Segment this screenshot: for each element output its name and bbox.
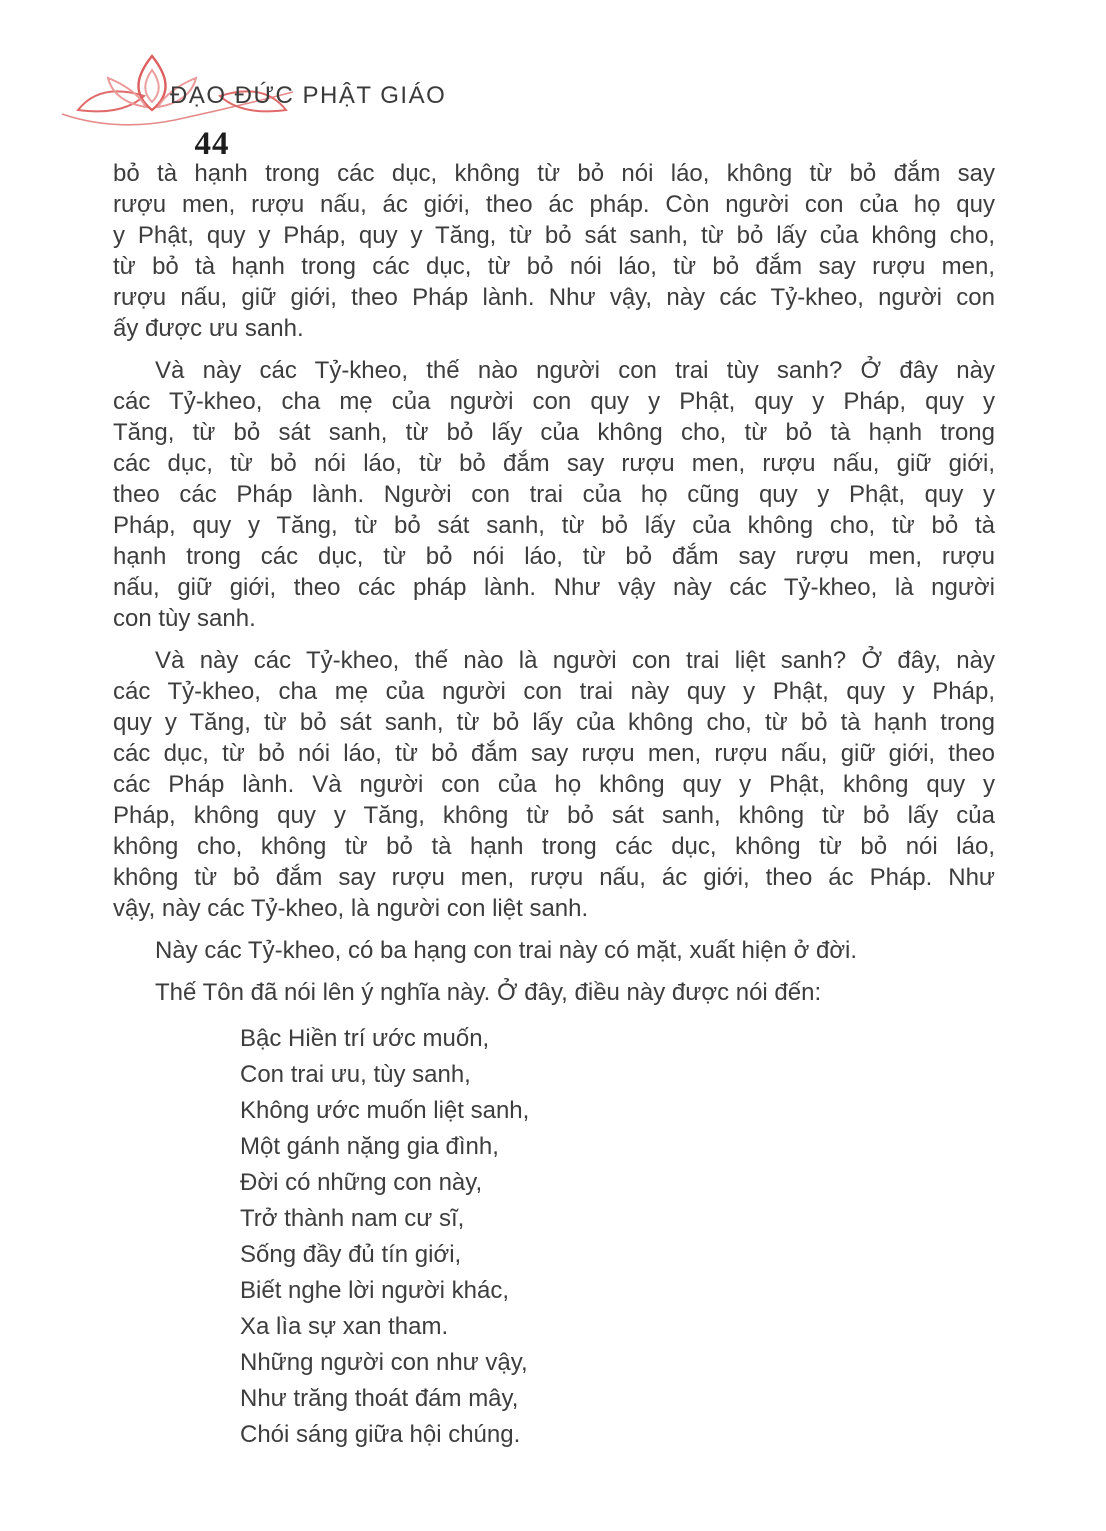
text-line: các Pháp lành. Và người con của họ không quy y Phật, không quy y [113, 771, 995, 798]
verse-line: Sống đầy đủ tín giới, [240, 1241, 462, 1268]
page-title: ĐẠO ĐỨC PHẬT GIÁO [170, 82, 447, 109]
verse-line: Xa lìa sự xan tham. [240, 1313, 449, 1340]
text-line: Và này các Tỷ-kheo, thế nào là người con trai liệt sanh? Ở đây, này [155, 647, 995, 674]
text-line: Thế Tôn đã nói lên ý nghĩa này. Ở đây, điều này được nói đến: [155, 979, 822, 1006]
verse-line: Đời có những con này, [240, 1169, 483, 1196]
page-header [60, 52, 960, 162]
verse-line: Biết nghe lời người khác, [240, 1277, 510, 1304]
text-line: rượu nấu, giữ giới, theo Pháp lành. Như vậy, này các Tỷ-kheo, người con [113, 284, 995, 311]
verse-block [113, 1021, 995, 1453]
verse-line: Những người con như vậy, [240, 1349, 528, 1376]
text-line: y Phật, quy y Pháp, quy y Tăng, từ bỏ sát sanh, từ bỏ lấy của không cho, [113, 222, 995, 249]
text-line: Tăng, từ bỏ sát sanh, từ bỏ lấy của không cho, từ bỏ tà hạnh trong [113, 419, 995, 446]
text-line: theo các Pháp lành. Người con trai của họ cũng quy y Phật, quy y [113, 481, 995, 508]
text-line: quy y Tăng, từ bỏ sát sanh, từ bỏ lấy của không cho, từ bỏ tà hạnh trong [113, 709, 995, 736]
text-line: không từ bỏ đắm say rượu men, rượu nấu, ác giới, theo ác Pháp. Như [113, 864, 995, 891]
text-line: Này các Tỷ-kheo, có ba hạng con trai này có mặt, xuất hiện ở đời. [155, 937, 858, 964]
paragraph [113, 935, 995, 966]
text-line: nấu, giữ giới, theo các pháp lành. Như vậy này các Tỷ-kheo, là người [113, 574, 995, 601]
verse-line: Như trăng thoát đám mây, [240, 1385, 519, 1412]
text-line: bỏ tà hạnh trong các dục, không từ bỏ nói láo, không từ bỏ đắm say [113, 160, 995, 187]
text-line: không cho, không từ bỏ tà hạnh trong các dục, không từ bỏ nói láo, [113, 833, 995, 860]
page-number: 44 [194, 126, 230, 162]
verse-line: Trở thành nam cư sĩ, [240, 1205, 465, 1232]
body-text [113, 158, 995, 1453]
paragraph [113, 158, 995, 344]
verse-line: Con trai ưu, tùy sanh, [240, 1061, 471, 1088]
text-line: các dục, từ bỏ nói láo, từ bỏ đắm say rượu men, rượu nấu, giữ giới, [113, 450, 995, 477]
text-line: Và này các Tỷ-kheo, thế nào người con trai tùy sanh? Ở đây này [155, 357, 995, 384]
verse-line: Chói sáng giữa hội chúng. [240, 1421, 521, 1448]
verse-line: Không ước muốn liệt sanh, [240, 1097, 530, 1124]
text-line: từ bỏ tà hạnh trong các dục, từ bỏ nói láo, từ bỏ đắm say rượu men, [113, 253, 995, 280]
text-line: các Tỷ-kheo, cha mẹ của người con quy y Phật, quy y Pháp, quy y [113, 388, 995, 415]
text-line: các dục, từ bỏ nói láo, từ bỏ đắm say rượu men, rượu nấu, giữ giới, theo [113, 740, 995, 767]
text-line: Pháp, quy y Tăng, từ bỏ sát sanh, từ bỏ lấy của không cho, từ bỏ tà [113, 512, 995, 539]
verse-line: Một gánh nặng gia đình, [240, 1133, 499, 1160]
paragraph [113, 355, 995, 634]
text-line: các Tỷ-kheo, cha mẹ của người con trai này quy y Phật, quy y Pháp, [113, 678, 995, 705]
text-line: con tùy sanh. [113, 605, 256, 632]
text-line: vậy, này các Tỷ-kheo, là người con liệt sanh. [113, 895, 589, 922]
verse-line: Bậc Hiền trí ước muốn, [240, 1025, 490, 1052]
text-line: rượu men, rượu nấu, ác giới, theo ác pháp. Còn người con của họ quy [113, 191, 995, 218]
text-line: ấy được ưu sanh. [113, 315, 304, 342]
paragraph [113, 977, 995, 1008]
text-line: Pháp, không quy y Tăng, không từ bỏ sát sanh, không từ bỏ lấy của [113, 802, 995, 829]
paragraph [113, 645, 995, 924]
text-line: hạnh trong các dục, từ bỏ nói láo, từ bỏ đắm say rượu men, rượu [113, 543, 995, 570]
